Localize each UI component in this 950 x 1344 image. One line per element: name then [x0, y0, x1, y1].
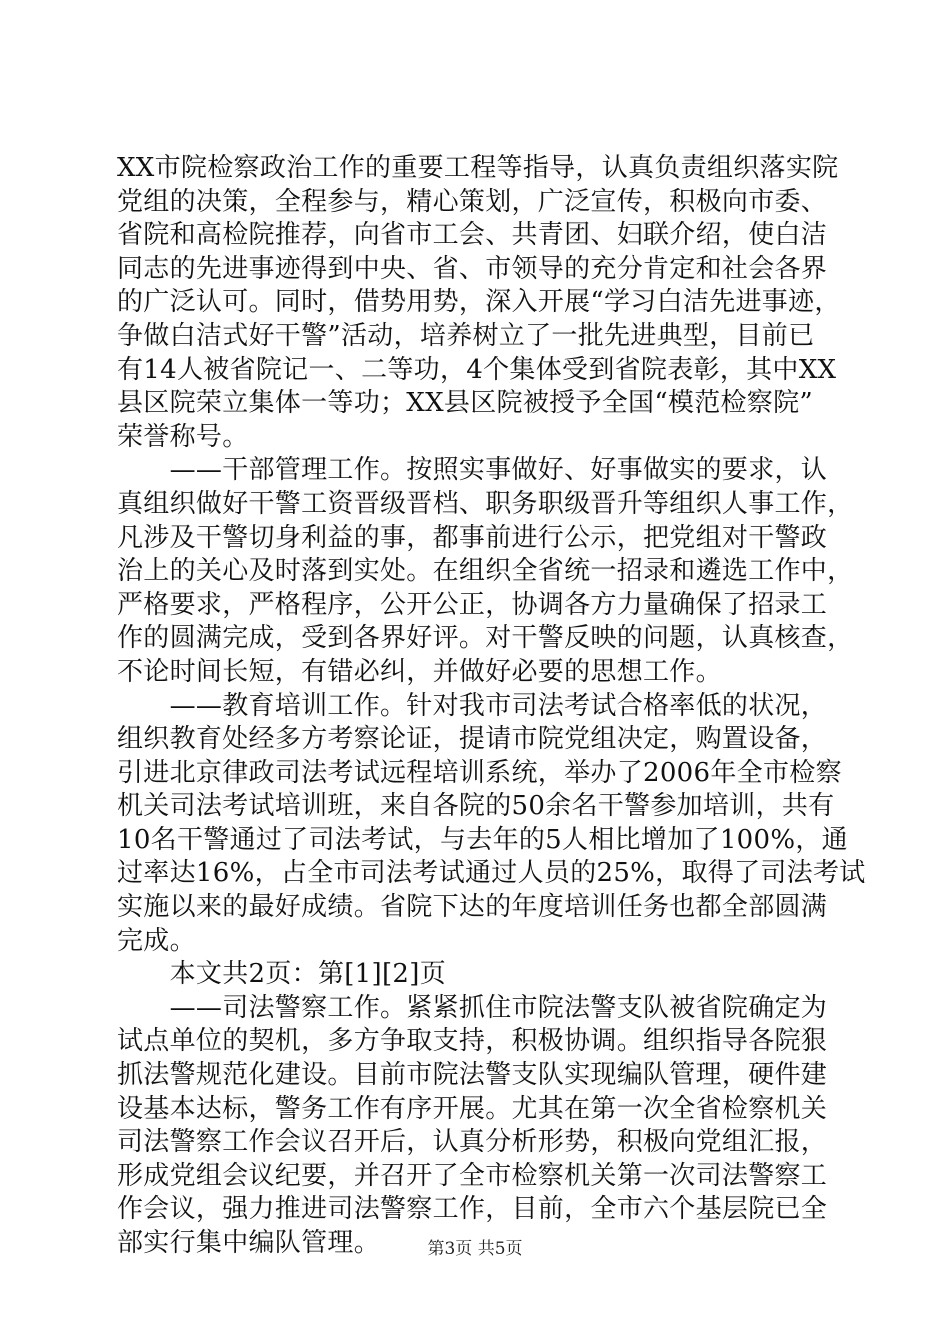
text-line: 省院和高检院推荐，向省市工会、共青团、妇联介绍，使白洁 [117, 220, 828, 251]
text-line: 同志的先进事迹得到中央、省、市领导的充分肯定和社会各界 [117, 253, 828, 284]
text-line: 试点单位的契机，多方争取支持，积极协调。组织指导各院狠 [117, 1026, 828, 1057]
text-line: 完成。 [117, 925, 196, 956]
text-line: 的广泛认可。同时，借势用势，深入开展“学习白洁先进事迹， [117, 287, 841, 318]
body-text [117, 152, 866, 1261]
text-line: 真组织做好干警工资晋级晋档、职务职级晋升等组织人事工作， [117, 488, 854, 519]
text-line: 过率达16%，占全市司法考试通过人员的25%，取得了司法考试 [117, 858, 866, 889]
text-line: ——教育培训工作。针对我市司法考试合格率低的状况， [117, 690, 828, 721]
text-line: ——司法警察工作。紧紧抓住市院法警支队被省院确定为 [117, 992, 828, 1023]
text-line: 不论时间长短，有错必纠，并做好必要的思想工作。 [117, 656, 722, 687]
text-line: 荣誉称号。 [117, 421, 249, 452]
text-line: 作的圆满完成，受到各界好评。对干警反映的问题，认真核查， [117, 623, 854, 654]
text-line: XX市院检察政治工作的重要工程等指导，认真负责组织落实院 [117, 153, 839, 183]
text-line: 本文共2页：第[1][2]页 [117, 959, 447, 990]
text-line: 形成党组会议纪要，并召开了全市检察机关第一次司法警察工 [117, 1160, 828, 1191]
text-line: 有14人被省院记一、二等功，4个集体受到省院表彰，其中XX [117, 354, 837, 385]
text-line: 作会议，强力推进司法警察工作，目前，全市六个基层院已全 [117, 1194, 828, 1225]
text-line: 严格要求，严格程序，公开公正，协调各方力量确保了招录工 [117, 589, 828, 620]
text-line: 引进北京律政司法考试远程培训系统，举办了2006年全市检察 [117, 757, 842, 788]
text-line: 机关司法考试培训班，来自各院的50余名干警参加培训，共有 [117, 791, 835, 822]
text-line: 10名干警通过了司法考试，与去年的5人相比增加了100%，通 [117, 824, 848, 855]
text-line: ——干部管理工作。按照实事做好、好事做实的要求，认 [117, 455, 828, 486]
text-line: 部实行集中编队管理。 [117, 1228, 381, 1258]
text-line: 设基本达标，警务工作有序开展。尤其在第一次全省检察机关 [117, 1093, 828, 1124]
text-line: 党组的决策，全程参与，精心策划，广泛宣传，积极向市委、 [117, 186, 828, 217]
text-line: 抓法警规范化建设。目前市院法警支队实现编队管理，硬件建 [117, 1060, 828, 1091]
text-line: 组织教育处经多方考察论证，提请市院党组决定，购置设备， [117, 724, 828, 755]
text-line: 实施以来的最好成绩。省院下达的年度培训任务也都全部圆满 [117, 892, 828, 923]
page-footer: 第3页 共5页 [427, 1239, 523, 1259]
text-line: 司法警察工作会议召开后，认真分析形势，积极向党组汇报， [117, 1127, 828, 1158]
text-line: 县区院荣立集体一等功；XX县区院被授予全国“模范检察院” [117, 388, 814, 419]
text-line: 凡涉及干警切身利益的事，都事前进行公示，把党组对干警政 [117, 522, 828, 553]
text-line: 治上的关心及时落到实处。在组织全省统一招录和遴选工作中， [117, 556, 854, 587]
text-line: 争做白洁式好干警”活动，培养树立了一批先进典型，目前已 [117, 320, 815, 351]
